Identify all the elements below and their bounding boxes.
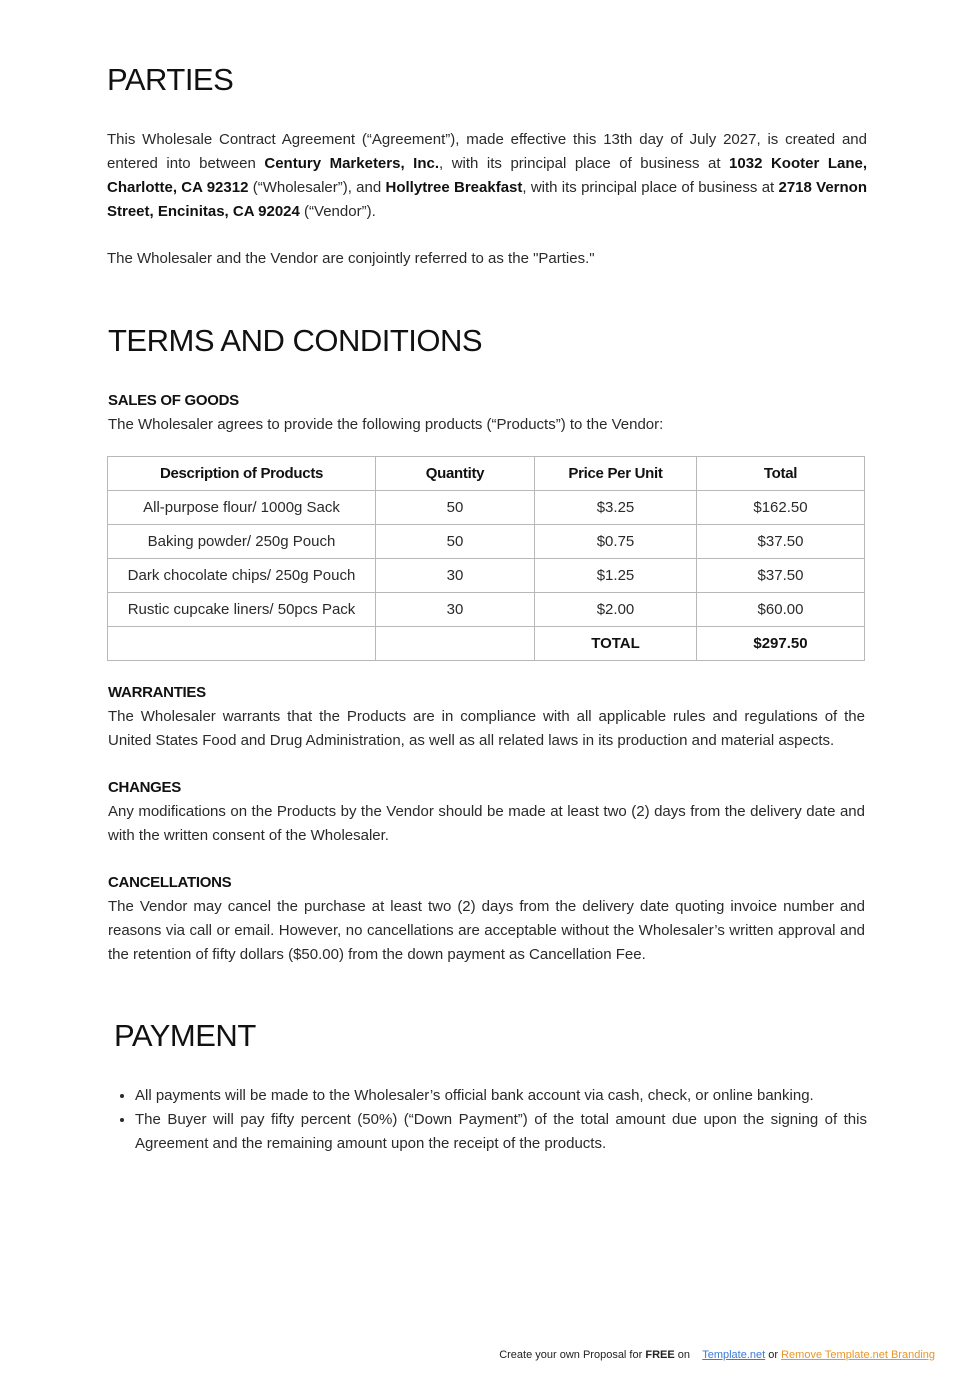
table-header-cell: Description of Products <box>108 457 376 491</box>
sales-of-goods-text: The Wholesaler agrees to provide the following products (“Products”) to the Vendor: <box>108 416 664 433</box>
table-header-cell: Total <box>697 457 865 491</box>
table-cell: 30 <box>376 559 535 593</box>
bold-text-run: Century Marketers, Inc. <box>264 155 439 172</box>
table-header-row <box>108 457 865 491</box>
table-cell: 30 <box>376 593 535 627</box>
table-row <box>108 593 865 627</box>
table-cell-empty <box>108 627 376 661</box>
changes-title: CHANGES <box>108 779 181 796</box>
changes-text: Any modifications on the Products by the Vendor should be made at least two (2) days from the delivery date and with the written consent of the Wholesaler. <box>108 803 865 844</box>
footer-or: or <box>765 1349 782 1361</box>
bold-text-run: 2718 Vernon Street, Encinitas, CA 92024 <box>107 179 868 220</box>
list-item: • The Buyer will pay fifty percent (50%) (“Down Payment”) of the total amount due upon the signing of this Agreement and the remaining amount upon the receipt of the products. <box>135 1108 867 1156</box>
table-cell: Baking powder/ 250g Pouch <box>108 525 376 559</box>
table-cell: Dark chocolate chips/ 250g Pouch <box>108 559 376 593</box>
table-total-row <box>108 627 865 661</box>
payment-list <box>107 1084 867 1156</box>
table-row <box>108 525 865 559</box>
table-row <box>108 491 865 525</box>
table-cell: $1.25 <box>535 559 697 593</box>
footer-free: FREE <box>645 1349 675 1361</box>
table-cell: 50 <box>376 491 535 525</box>
parties-conjoint-paragraph: The Wholesaler and the Vendor are conjointly referred to as the "Parties." <box>107 250 595 267</box>
table-row <box>108 559 865 593</box>
footer-prefix: Create your own Proposal for <box>499 1349 646 1361</box>
products-table <box>107 456 865 661</box>
bold-text-run: 1032 Kooter Lane, Charlotte, CA 92312 <box>107 155 867 196</box>
remove-branding-link[interactable]: Remove Template.net Branding <box>781 1349 935 1361</box>
footer-on: on <box>674 1349 690 1361</box>
table-cell: All-purpose flour/ 1000g Sack <box>108 491 376 525</box>
text-run: This Wholesale Contract Agreement (“Agreement”), made effective this 13th day of July 2027, is created and entered into between <box>107 131 867 172</box>
table-cell: $0.75 <box>535 525 697 559</box>
table-cell: Rustic cupcake liners/ 50pcs Pack <box>108 593 376 627</box>
table-cell: $162.50 <box>697 491 865 525</box>
parties-heading: PARTIES <box>107 62 234 97</box>
table-cell: $3.25 <box>535 491 697 525</box>
table-cell: $2.00 <box>535 593 697 627</box>
total-label: TOTAL <box>535 627 697 661</box>
table-header-cell: Price Per Unit <box>535 457 697 491</box>
parties-paragraph <box>107 128 867 224</box>
total-value: $297.50 <box>697 627 865 661</box>
text-run: (“Wholesaler”), and <box>248 179 386 196</box>
table-cell: $37.50 <box>697 559 865 593</box>
bold-text-run: Hollytree Breakfast <box>385 179 523 196</box>
text-run: , with its principal place of business at <box>439 155 730 172</box>
table-cell: $60.00 <box>697 593 865 627</box>
warranties-title: WARRANTIES <box>108 684 206 701</box>
table-cell: $37.50 <box>697 525 865 559</box>
list-item: • All payments will be made to the Wholesaler’s official bank account via cash, check, or online banking. <box>135 1084 867 1108</box>
table-cell: 50 <box>376 525 535 559</box>
table-header-cell: Quantity <box>376 457 535 491</box>
sales-of-goods-title: SALES OF GOODS <box>108 392 239 409</box>
terms-heading: TERMS AND CONDITIONS <box>108 323 483 358</box>
text-run: , with its principal place of business at <box>522 179 779 196</box>
table-cell-empty <box>376 627 535 661</box>
branding-footer <box>499 1349 935 1361</box>
cancellations-text: The Vendor may cancel the purchase at least two (2) days from the delivery date quoting invoice number and reasons via call or email. However, no cancellations are acceptable without the Wholesaler’s written approval and the retention of fifty dollars ($50.00) from the down payment as Cancellation Fee. <box>108 898 865 963</box>
text-run: (“Vendor”). <box>299 203 376 220</box>
payment-heading: PAYMENT <box>114 1018 256 1053</box>
cancellations-title: CANCELLATIONS <box>108 874 232 891</box>
warranties-text: The Wholesaler warrants that the Products are in compliance with all applicable rules and regulations of the United States Food and Drug Administration, as well as all related laws in its production and material aspects. <box>108 708 865 749</box>
template-net-link[interactable]: Template.net <box>702 1349 766 1361</box>
